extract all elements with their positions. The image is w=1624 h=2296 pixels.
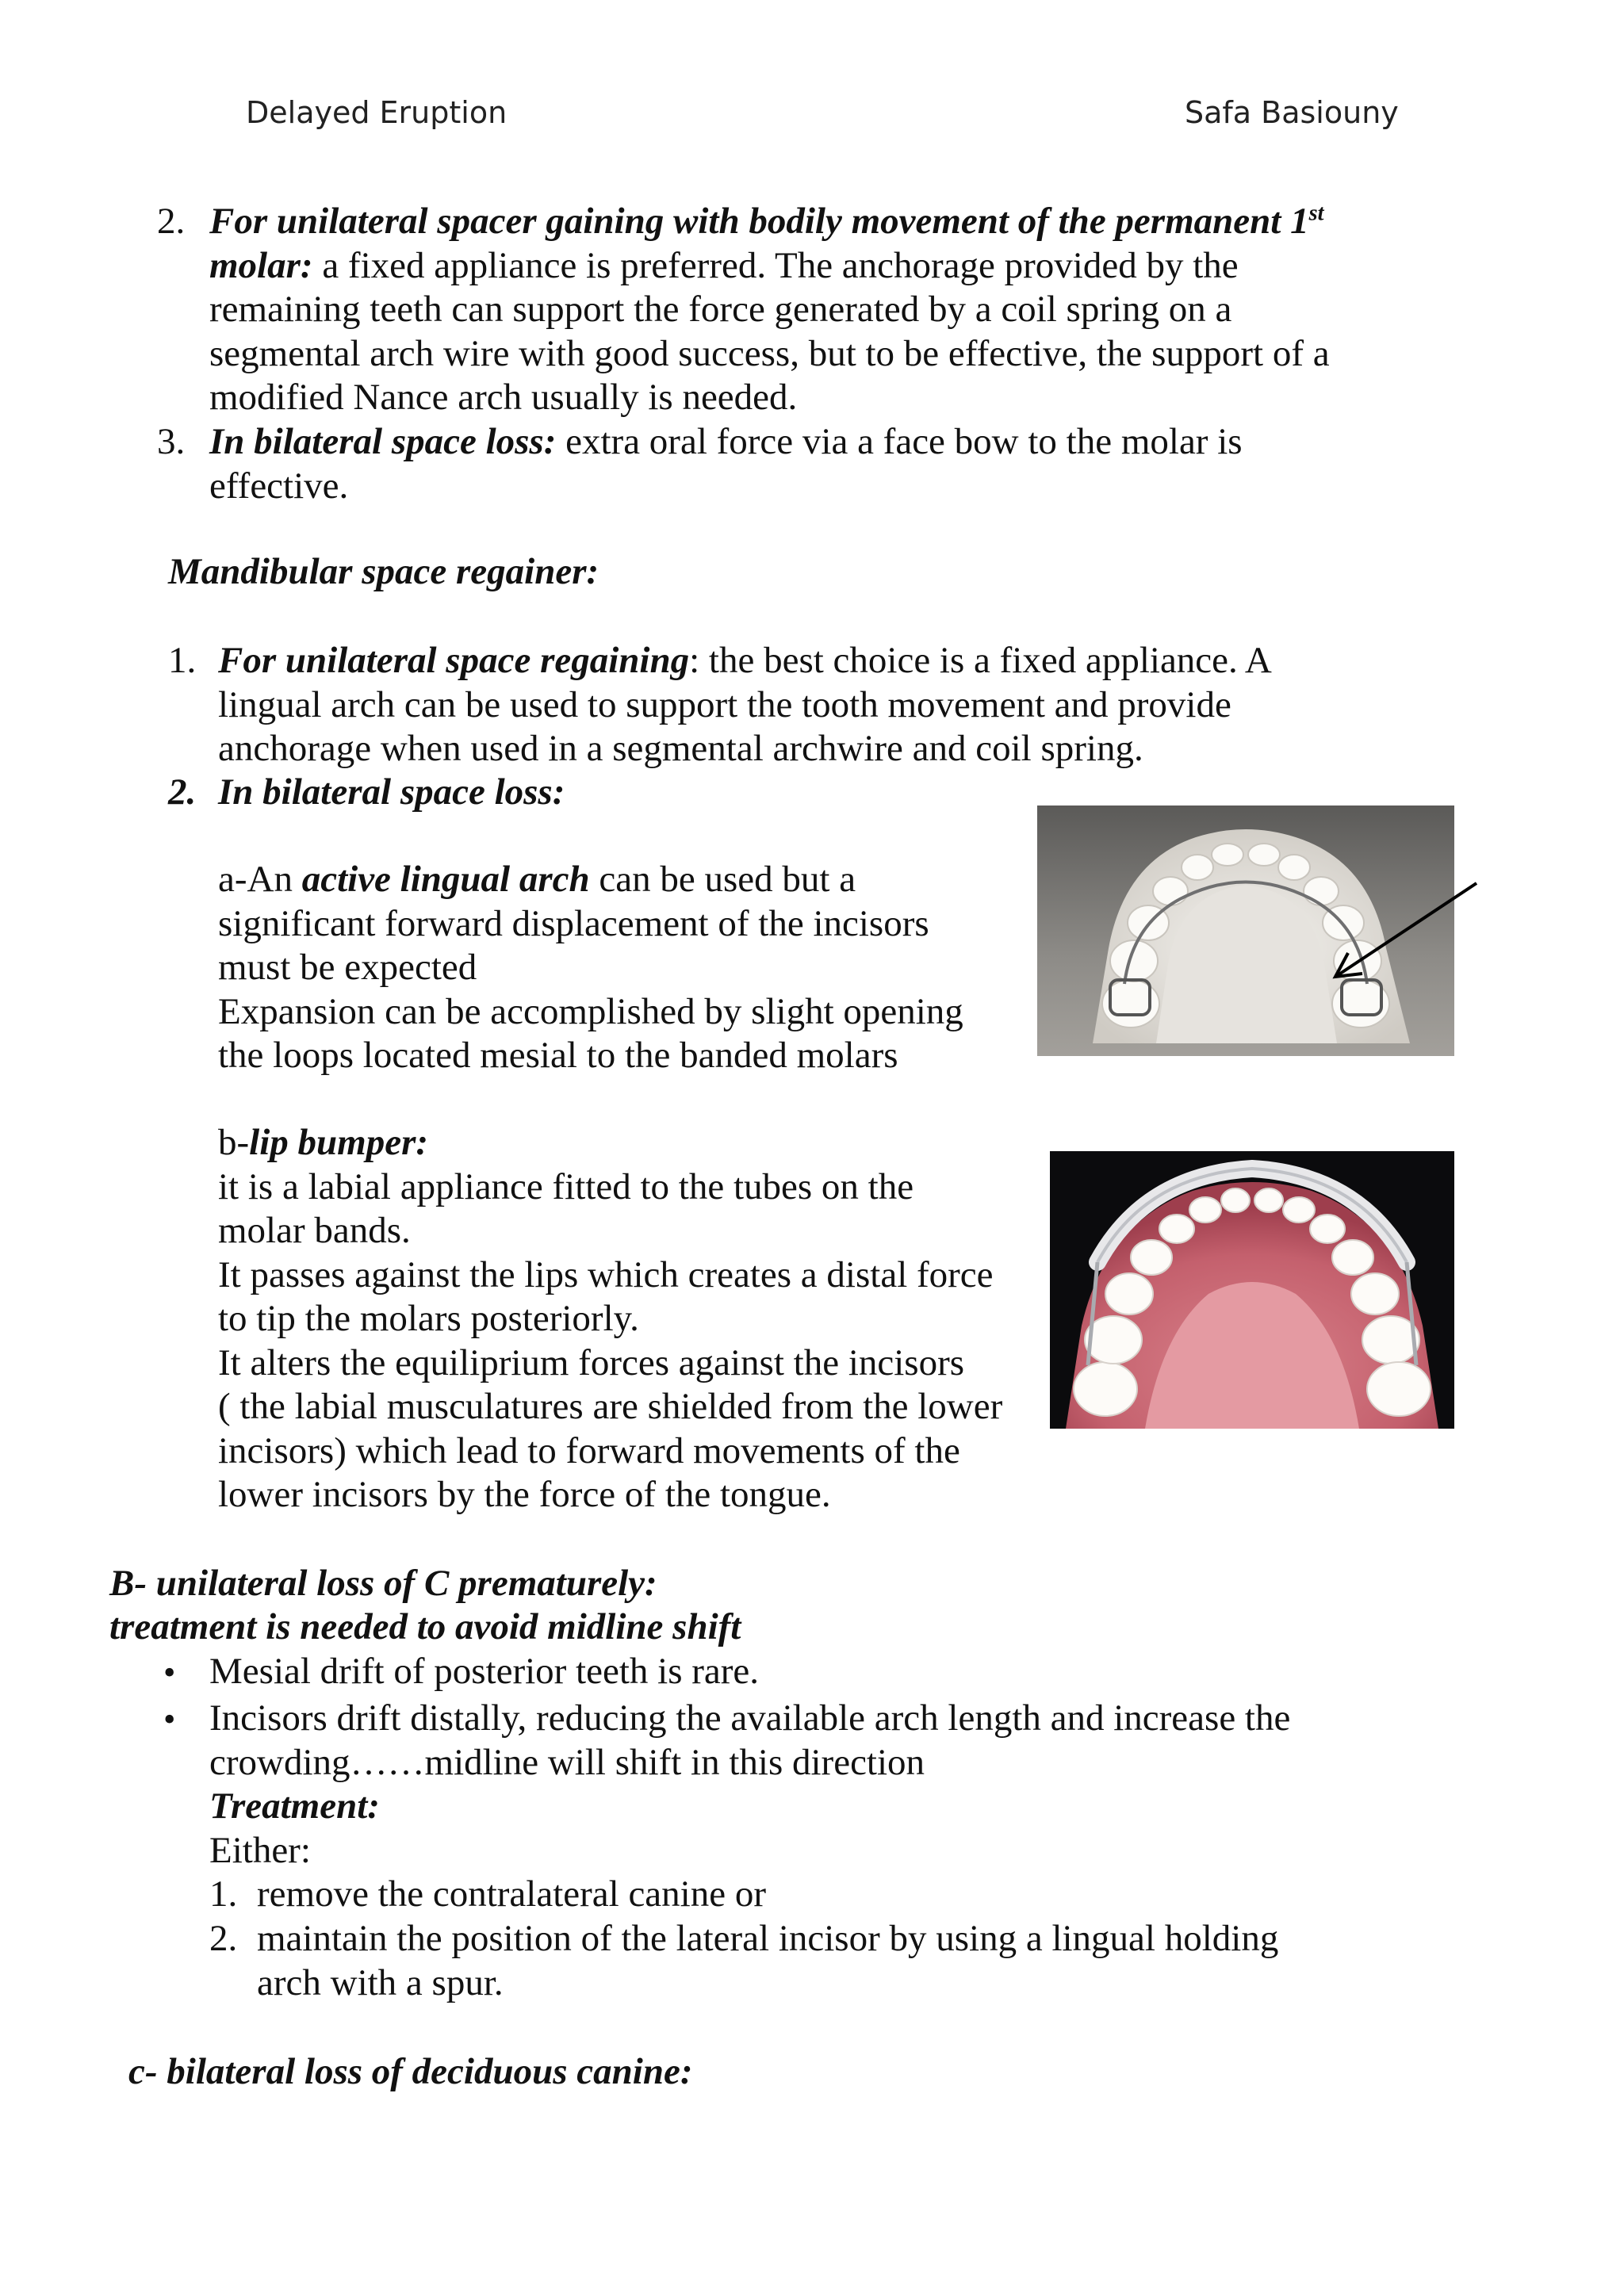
subitem-text: It passes against the lips which creates a distal force bbox=[218, 1253, 994, 1295]
mandibular-heading: Mandibular space regainer: bbox=[168, 551, 599, 592]
list-item-text: crowding……midline will shift in this direction bbox=[209, 1741, 925, 1783]
item-heading: In bilateral space loss: bbox=[218, 771, 565, 813]
item-text: : the best choice is a fixed appliance. A bbox=[689, 640, 1272, 681]
list-item: Mesial drift of posterior teeth is rare. bbox=[209, 1651, 760, 1692]
superscript: st bbox=[1308, 201, 1324, 226]
lip-bumper-image bbox=[1050, 1151, 1454, 1429]
lip-bumper-photo bbox=[1050, 1151, 1454, 1429]
list-number: 1. bbox=[168, 640, 197, 681]
subitem-text: incisors) which lead to forward movements of the bbox=[218, 1429, 960, 1471]
header-left: Delayed Eruption bbox=[246, 95, 508, 130]
subitem-b bbox=[218, 1121, 1043, 1517]
subitem-a bbox=[218, 858, 1019, 1078]
subitem-text: the loops located mesial to the banded molars bbox=[218, 1035, 898, 1076]
item-heading: For unilateral space regaining bbox=[218, 640, 690, 681]
treatment-label: Treatment: bbox=[209, 1785, 380, 1827]
item-heading: In bilateral space loss: bbox=[209, 421, 557, 462]
item-heading: For unilateral spacer gaining with bodily movement of the permanent 1 bbox=[209, 201, 1309, 242]
either-text: Either: bbox=[209, 1829, 311, 1871]
arrow-icon bbox=[1316, 872, 1491, 991]
treatment-option-1: remove the contralateral canine or bbox=[257, 1873, 766, 1915]
subitem-text: significant forward displacement of the incisors bbox=[218, 902, 929, 944]
subitem-text: to tip the molars posteriorly. bbox=[218, 1298, 639, 1339]
subitem-heading: active lingual arch bbox=[301, 859, 590, 900]
item-text: effective. bbox=[209, 465, 349, 507]
option-text: maintain the position of the lateral incisor by using a lingual holding bbox=[257, 1918, 1279, 1959]
list-number: 2. bbox=[168, 771, 197, 813]
list-number: 2. bbox=[209, 1918, 238, 1959]
header-right: Safa Basiouny bbox=[1185, 95, 1399, 130]
bullet-icon: • bbox=[163, 1700, 176, 1739]
subitem-text: Expansion can be accomplished by slight opening bbox=[218, 990, 963, 1032]
subitem-prefix: b- bbox=[218, 1122, 250, 1163]
subitem-heading: lip bumper: bbox=[249, 1122, 429, 1163]
subitem-text: molar bands. bbox=[218, 1210, 411, 1251]
treatment-option-2 bbox=[257, 1917, 1407, 2005]
subitem-text: it is a labial appliance fitted to the tubes on the bbox=[218, 1165, 914, 1207]
list-number: 3. bbox=[157, 421, 186, 462]
item-text: remaining teeth can support the force generated by a coil spring on a bbox=[209, 289, 1232, 330]
item-text: a fixed appliance is preferred. The anchorage provided by the bbox=[312, 244, 1239, 286]
section-c-heading: c- bilateral loss of deciduous canine: bbox=[128, 2051, 693, 2092]
subitem-prefix: a-An bbox=[218, 859, 302, 900]
subitem-text: It alters the equiliprium forces against the incisors bbox=[218, 1341, 965, 1383]
list-number: 2. bbox=[157, 201, 186, 242]
section-b-heading: B- unilateral loss of C prematurely: bbox=[109, 1563, 657, 1604]
subitem-text: lower incisors by the force of the tongue. bbox=[218, 1474, 831, 1515]
subitem-text: ( the labial musculatures are shielded from the lower bbox=[218, 1386, 1003, 1427]
option-text: arch with a spur. bbox=[257, 1961, 504, 2003]
item-text: anchorage when used in a segmental archwire and coil spring. bbox=[218, 728, 1143, 769]
item-text: modified Nance arch usually is needed. bbox=[209, 377, 798, 418]
list-number: 1. bbox=[209, 1873, 238, 1915]
item-text: extra oral force via a face bow to the molar is bbox=[556, 421, 1243, 462]
item-text: segmental arch wire with good success, but to be effective, the support of a bbox=[209, 332, 1330, 374]
item-text: lingual arch can be used to support the tooth movement and provide bbox=[218, 683, 1231, 725]
list-item-text: Incisors drift distally, reducing the available arch length and increase the bbox=[209, 1697, 1291, 1739]
subitem-text: can be used but a bbox=[589, 859, 856, 900]
list-item bbox=[209, 1697, 1415, 1873]
subitem-text: must be expected bbox=[218, 947, 477, 988]
item-heading: molar: bbox=[209, 244, 313, 286]
bullet-icon: • bbox=[163, 1653, 176, 1692]
section-b-subheading: treatment is needed to avoid midline shift bbox=[109, 1606, 741, 1647]
